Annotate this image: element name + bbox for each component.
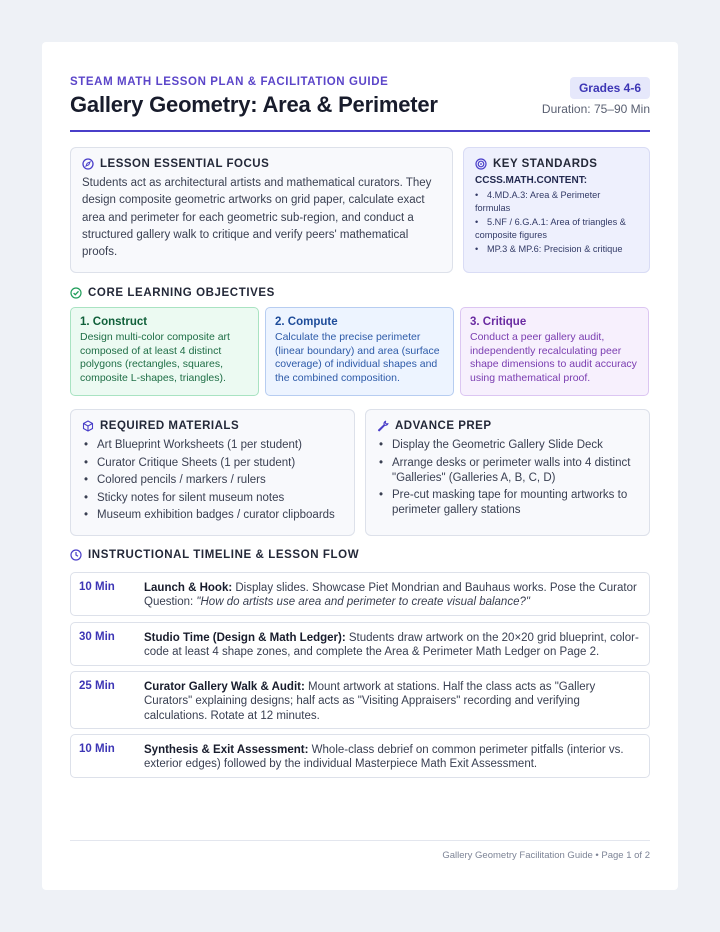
compass-icon	[82, 158, 94, 170]
timeline-description	[144, 581, 641, 610]
objective-text: Calculate the precise perimeter (linear boundary) and area (surface coverage) of individual shapes and the combined composition.	[275, 331, 440, 384]
advance-prep-card	[365, 409, 650, 536]
objectives-heading: CORE LEARNING OBJECTIVES	[88, 287, 275, 299]
standards-list	[475, 189, 638, 256]
page-footer	[70, 840, 650, 861]
lesson-focus-heading: LESSON ESSENTIAL FOCUS	[100, 158, 270, 170]
objective-title: 1. Construct	[80, 316, 148, 328]
objective-text: Conduct a peer gallery audit, independently recalculating peer shape dimensions to audit accuracy using mathematical proof.	[470, 331, 637, 384]
wrench-icon	[377, 420, 389, 432]
material-item: • Art Blueprint Worksheets (1 per student)	[82, 438, 343, 453]
timeline-description	[144, 743, 641, 772]
prep-header	[377, 420, 638, 432]
prep-list	[377, 438, 638, 518]
grades-badge: Grades 4-6	[570, 77, 650, 99]
objective-card-critique	[460, 307, 649, 396]
lesson-focus-text: Students act as architectural artists and mathematical curators. They design composite geometric artworks on grid paper, calculate exact area and perimeter for each geometric sub-region, and conduct a structured gallery walk to critique and verify peers' mathematical proofs.	[82, 177, 432, 259]
material-item: • Colored pencils / markers / rulers	[82, 473, 343, 488]
timeline-description	[144, 680, 641, 723]
key-standards-heading: KEY STANDARDS	[493, 158, 598, 170]
clock-icon	[70, 549, 82, 561]
timeline-duration: 30 Min	[79, 631, 115, 643]
cube-icon	[82, 420, 94, 432]
timeline-row	[70, 671, 650, 729]
material-item: • Curator Critique Sheets (1 per student)	[82, 456, 343, 471]
timeline-row	[70, 622, 650, 666]
target-icon	[475, 158, 487, 170]
timeline-duration: 10 Min	[79, 581, 115, 593]
timeline-text: Students draw artwork on the 20×20 grid blueprint, color-code at least 4 shape zones, and complete the Area & Perimeter Math Ledger on Page 2.	[144, 632, 639, 659]
timeline-label: Synthesis & Exit Assessment:	[144, 744, 309, 756]
standards-subheading: CCSS.MATH.CONTENT:	[475, 175, 588, 186]
duration-label: Duration: 75–90 Min	[541, 102, 650, 116]
standard-item: • 5.NF / 6.G.A.1: Area of triangles & composite figures	[475, 216, 638, 243]
timeline-description	[144, 631, 641, 660]
footer-text: Gallery Geometry Facilitation Guide • Page 1 of 2	[442, 850, 650, 861]
lesson-plan-page	[42, 42, 678, 890]
timeline-duration: 10 Min	[79, 743, 115, 755]
timeline-text: Mount artwork at stations. Half the class acts as "Gallery Curators" explaining designs; half acts as "Visiting Appraisers" recording and verifying calculations. Rotate at 12 minutes.	[144, 681, 596, 722]
prep-heading: ADVANCE PREP	[395, 420, 492, 432]
timeline-row	[70, 734, 650, 778]
check-circle-icon	[70, 287, 82, 299]
key-standards-header	[475, 158, 638, 170]
objectives-section-header	[70, 287, 275, 299]
page-header	[70, 74, 650, 132]
objective-text: Design multi-color composite art composed of at least 4 distinct polygons (rectangles, squares, composite L-shapes, triangles).	[80, 331, 230, 384]
document-kicker: STEAM MATH LESSON PLAN & FACILITATION GUIDE	[70, 76, 389, 88]
timeline-text: Display slides. Showcase Piet Mondrian and Bauhaus works. Pose the Curator Question:	[144, 582, 637, 609]
lesson-focus-header	[82, 158, 441, 170]
timeline-label: Curator Gallery Walk & Audit:	[144, 681, 305, 693]
lesson-focus-card	[70, 147, 453, 273]
page-title: Gallery Geometry: Area & Perimeter	[70, 92, 438, 117]
timeline-text: Whole-class debrief on common perimeter pitfalls (interior vs. exterior edges) followed by the individual Masterpiece Math Exit Assessment.	[144, 744, 624, 771]
timeline-duration: 25 Min	[79, 680, 115, 692]
required-materials-card	[70, 409, 355, 536]
objective-title: 2. Compute	[275, 316, 338, 328]
timeline-section-header	[70, 549, 359, 561]
prep-item: • Pre-cut masking tape for mounting artworks to perimeter gallery stations	[377, 488, 638, 518]
timeline-quote: "How do artists use area and perimeter to create visual balance?"	[196, 596, 530, 609]
key-standards-card	[463, 147, 650, 273]
objective-card-construct	[70, 307, 259, 396]
materials-heading: REQUIRED MATERIALS	[100, 420, 240, 432]
prep-item: • Arrange desks or perimeter walls into 4 distinct "Galleries" (Galleries A, B, C, D)	[377, 456, 638, 486]
prep-item: • Display the Geometric Gallery Slide Deck	[377, 438, 638, 453]
objective-card-compute	[265, 307, 454, 396]
timeline-label: Studio Time (Design & Math Ledger):	[144, 632, 346, 644]
materials-list	[82, 438, 343, 523]
standard-item: • MP.3 & MP.6: Precision & critique	[475, 243, 638, 256]
timeline-label: Launch & Hook:	[144, 582, 233, 594]
material-item: • Sticky notes for silent museum notes	[82, 491, 343, 506]
material-item: • Museum exhibition badges / curator clipboards	[82, 508, 343, 523]
timeline-row	[70, 572, 650, 616]
standard-item: • 4.MD.A.3: Area & Perimeter formulas	[475, 189, 638, 216]
materials-header	[82, 420, 343, 432]
objective-title: 3. Critique	[470, 316, 527, 328]
timeline-heading: INSTRUCTIONAL TIMELINE & LESSON FLOW	[88, 549, 360, 561]
